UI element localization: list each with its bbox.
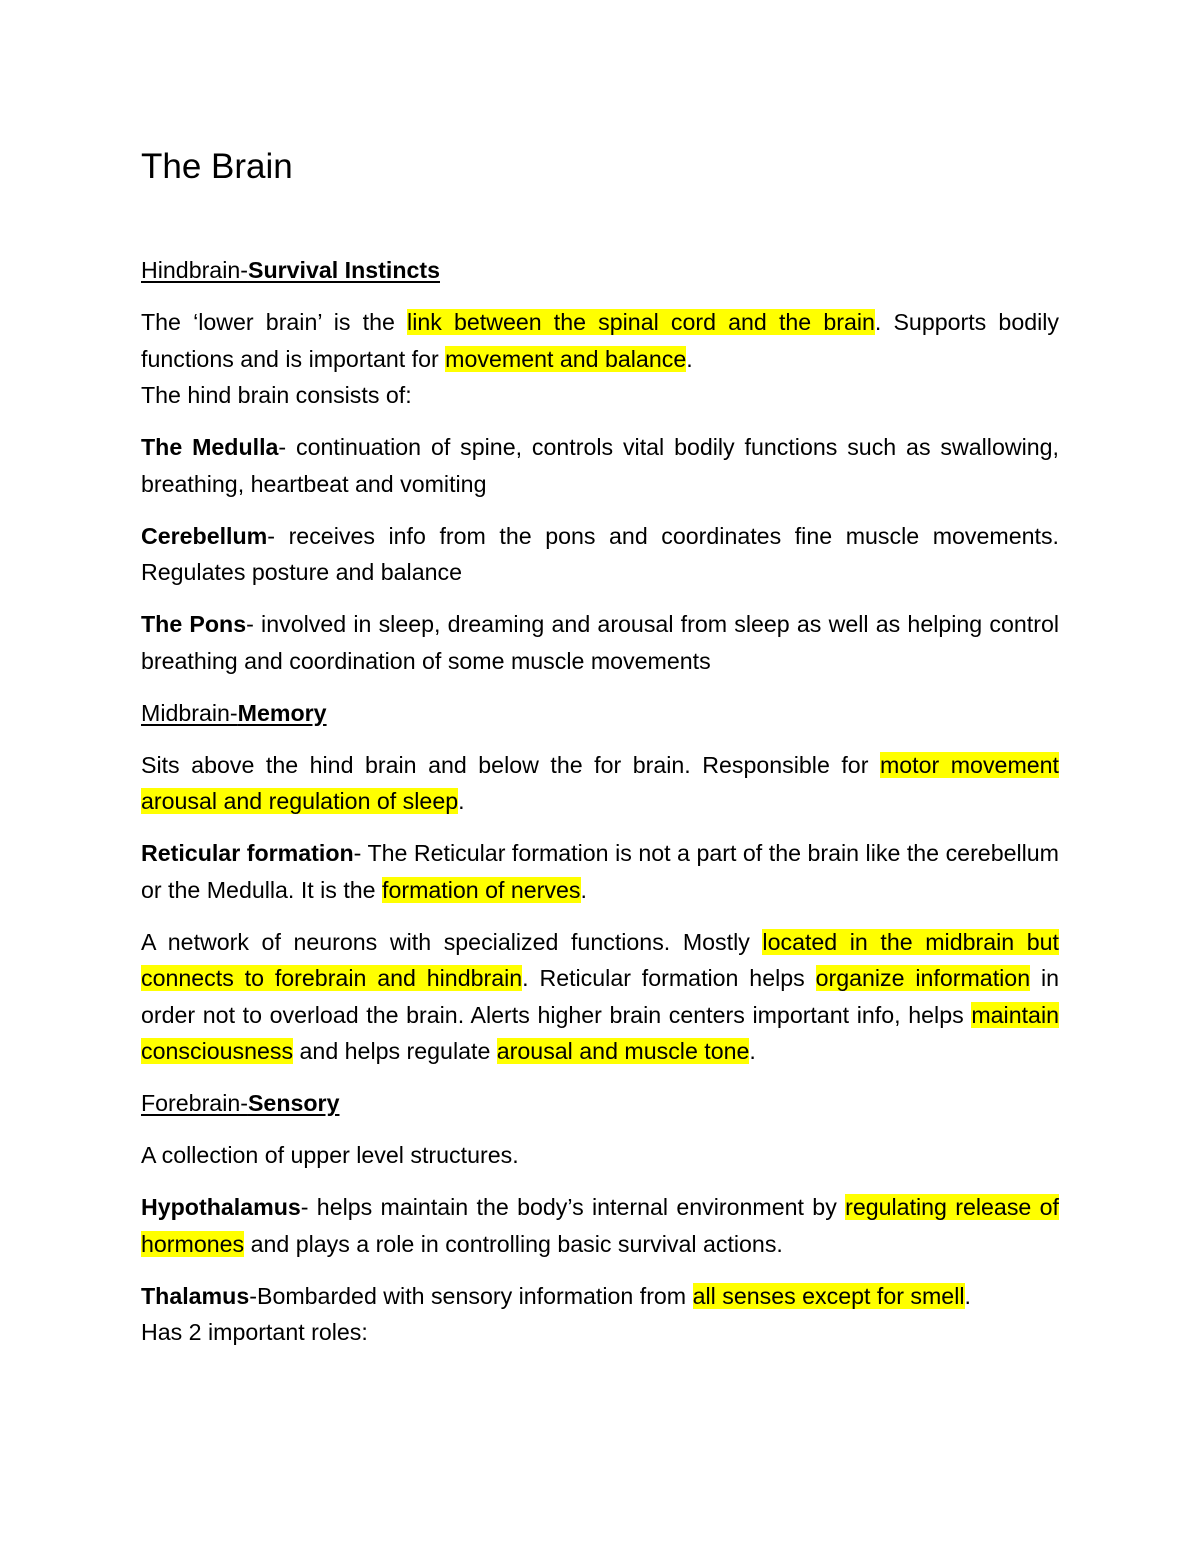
highlight: motor movement arousal and regulation of sleep xyxy=(141,751,1059,814)
highlight: regulating release of hormones xyxy=(141,1194,1059,1257)
text-run: - involved in sleep, dreaming and arousal from sleep as well as helping control breathing and coordination of some muscle movements xyxy=(141,611,1060,674)
midbrain-intro xyxy=(141,747,1059,820)
highlight: movement and balance xyxy=(445,345,687,372)
thalamus-roles: Has 2 important roles: xyxy=(141,1319,368,1345)
term: The Medulla xyxy=(141,434,279,460)
reticular-paragraph xyxy=(141,835,1059,908)
highlight: all senses except for smell xyxy=(692,1282,965,1309)
highlight: link between the spinal cord and the brain xyxy=(407,309,875,335)
term: Thalamus xyxy=(141,1282,250,1309)
medulla-paragraph xyxy=(141,429,1059,502)
text-run: and plays a role in controlling basic survival actions. xyxy=(244,1230,783,1257)
text-run: - helps maintain the body’s internal environment by xyxy=(300,1194,846,1220)
cerebellum-paragraph xyxy=(141,518,1059,591)
text-run: . xyxy=(686,345,693,372)
term: Hypothalamus xyxy=(141,1194,301,1220)
text-run: . xyxy=(458,788,465,814)
forebrain-intro: A collection of upper level structures. xyxy=(141,1142,519,1168)
document-body xyxy=(141,252,1059,1366)
hindbrain-intro xyxy=(141,304,1059,377)
text-run: . Reticular formation helps xyxy=(522,965,816,991)
text-run: A network of neurons with specialized functions. Mostly xyxy=(141,928,763,955)
hindbrain-consists: The hind brain consists of: xyxy=(141,382,412,408)
text-run: . xyxy=(749,1038,756,1064)
text-run: . xyxy=(964,1282,971,1309)
forebrain-heading-label: Forebrain- xyxy=(141,1090,248,1116)
highlight: formation of nerves xyxy=(382,876,581,903)
hindbrain-heading-label: Hindbrain- xyxy=(141,257,248,283)
network-paragraph xyxy=(141,924,1059,1070)
term: Cerebellum xyxy=(141,522,268,549)
midbrain-heading-label: Midbrain- xyxy=(141,699,238,726)
text-run: - continuation of spine, controls vital bodily functions such as swallowing, breathing, heartbeat and vomiting xyxy=(141,434,1059,497)
text-run: in order not to overload the brain. Alerts higher brain centers important info, helps xyxy=(141,965,1059,1028)
forebrain-heading-sub: Sensory xyxy=(247,1090,340,1116)
highlight: maintain consciousness xyxy=(141,1001,1059,1064)
text-run: Sits above the hind brain and below the for brain. Responsible for xyxy=(141,751,880,778)
midbrain-heading-sub: Memory xyxy=(237,699,327,726)
midbrain-heading xyxy=(141,695,1059,732)
text-run: and helps regulate xyxy=(293,1038,497,1064)
pons-paragraph xyxy=(141,606,1059,679)
highlight: organize information xyxy=(815,965,1031,991)
hypothalamus-paragraph xyxy=(141,1189,1059,1262)
highlight: located in the midbrain but connects to forebrain and hindbrain xyxy=(141,928,1059,991)
hindbrain-heading xyxy=(141,252,1059,289)
text-run: -Bombarded with sensory information from xyxy=(249,1282,693,1309)
term: The Pons xyxy=(141,611,247,637)
document-title: The Brain xyxy=(141,147,293,186)
text-run: . xyxy=(580,876,587,903)
text-run: - receives info from the pons and coordinates fine muscle movements. Regulates posture and balance xyxy=(141,522,1059,585)
text-run: The ‘lower brain’ is the xyxy=(141,309,408,335)
text-run: . Supports bodily functions and is important for xyxy=(141,309,1060,372)
text-run: - The Reticular formation is not a part of the brain like the cerebellum or the Medulla. It is the xyxy=(141,840,1059,903)
highlight: arousal and muscle tone xyxy=(496,1038,750,1064)
forebrain-heading xyxy=(141,1085,1059,1122)
thalamus-paragraph xyxy=(141,1278,1059,1315)
term: Reticular formation xyxy=(141,840,354,866)
hindbrain-heading-sub: Survival Instincts xyxy=(247,257,440,283)
